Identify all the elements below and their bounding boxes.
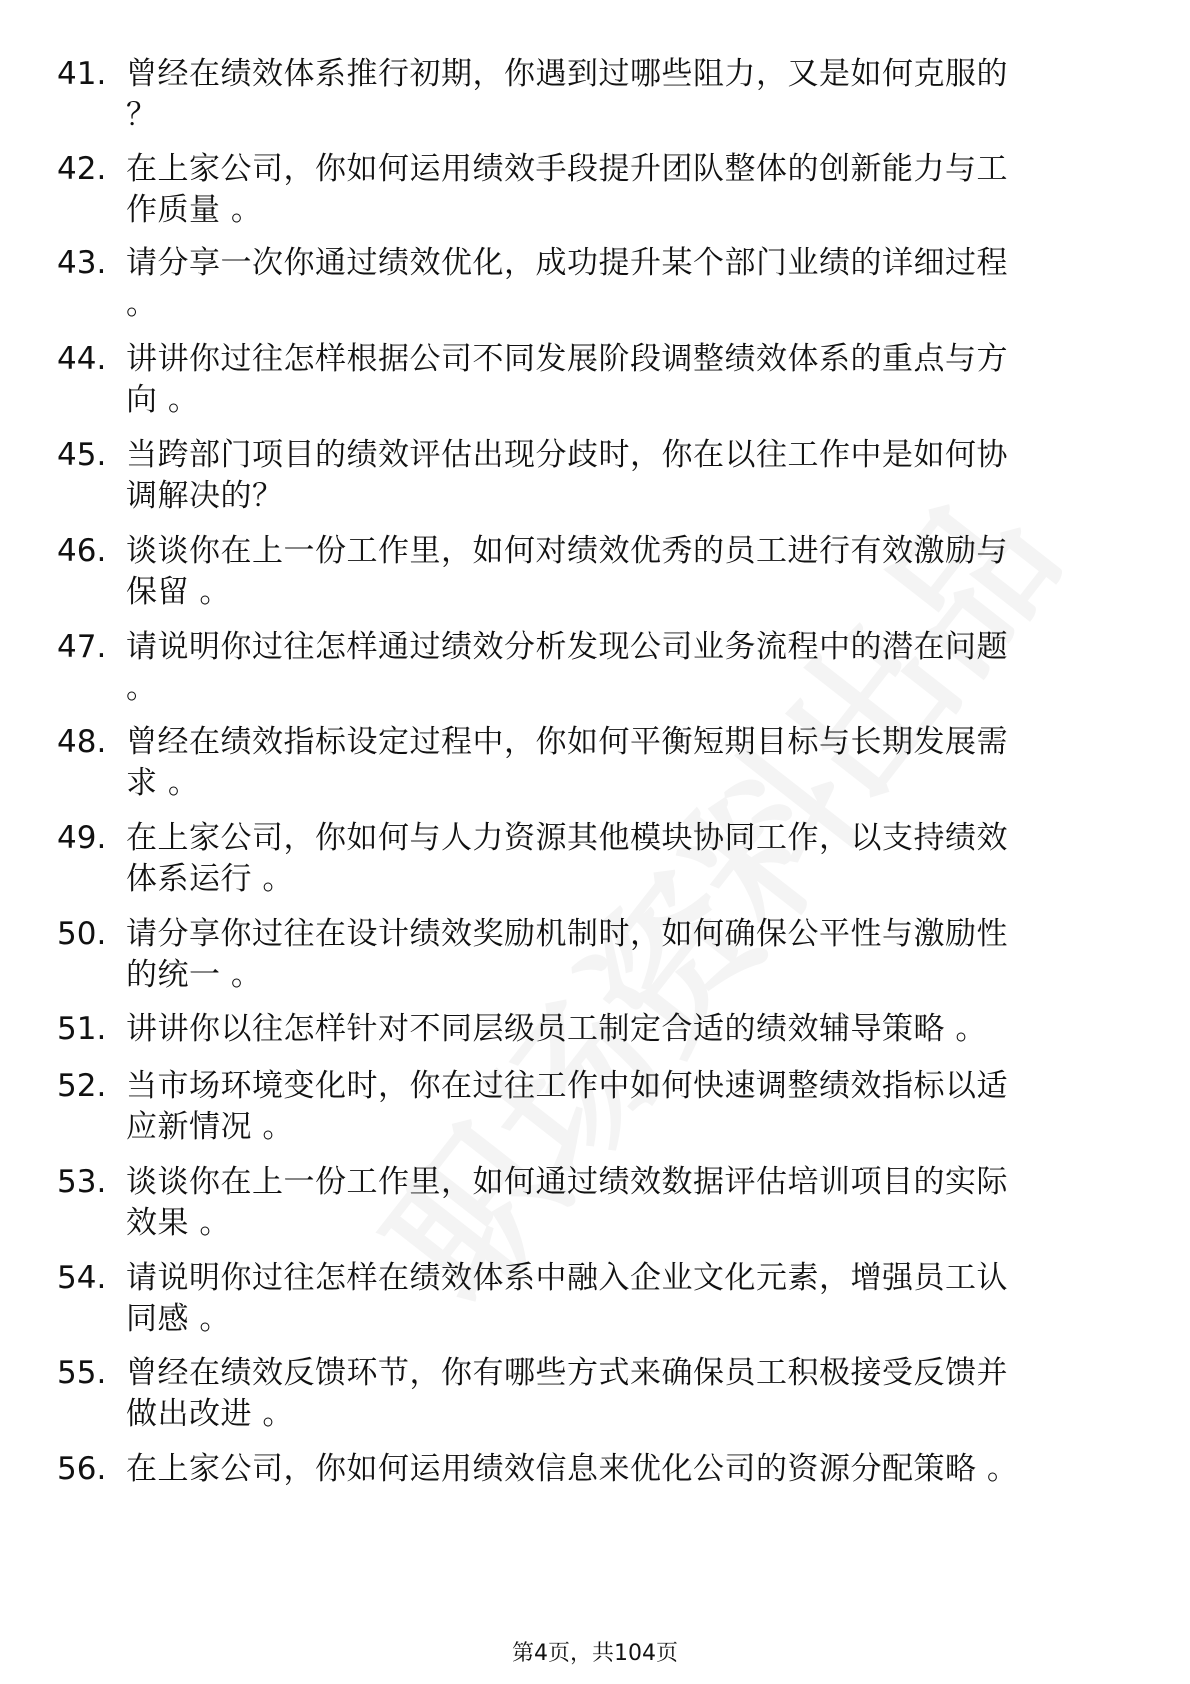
question-number: 46. <box>57 533 107 569</box>
question-line: 向 。 <box>126 382 200 418</box>
question-line: 请分享一次你通过绩效优化，成功提升某个部门业绩的详细过程 <box>126 245 1008 281</box>
question-line: 。 <box>126 670 158 706</box>
question-line: ？ <box>126 97 158 133</box>
question-line: 效果 。 <box>126 1205 231 1241</box>
question-text <box>126 818 1106 900</box>
question-line: 请分享你过往在设计绩效奖励机制时，如何确保公平性与激励性 <box>126 916 1008 952</box>
question-line: 应新情况 。 <box>126 1109 294 1145</box>
question-text <box>126 54 1106 136</box>
question-line: 在上家公司，你如何运用绩效手段提升团队整体的创新能力与工 <box>126 151 1008 187</box>
question-line: 在上家公司，你如何与人力资源其他模块协同工作，以支持绩效 <box>126 820 1008 856</box>
question-line: 谈谈你在上一份工作里，如何通过绩效数据评估培训项目的实际 <box>126 1164 1008 1200</box>
question-line: 作质量 。 <box>126 192 263 228</box>
question-number: 50. <box>57 916 107 952</box>
question-line: 谈谈你在上一份工作里，如何对绩效优秀的员工进行有效激励与 <box>126 533 1008 569</box>
question-number: 43. <box>57 245 107 281</box>
question-text <box>126 1258 1106 1340</box>
question-number: 55. <box>57 1355 107 1391</box>
question-line: 曾经在绩效反馈环节，你有哪些方式来确保员工积极接受反馈并 <box>126 1355 1008 1391</box>
question-number: 42. <box>57 151 107 187</box>
question-line: 曾经在绩效指标设定过程中，你如何平衡短期目标与长期发展需 <box>126 724 1008 760</box>
question-line: 。 <box>126 286 158 322</box>
question-text <box>126 914 1106 996</box>
question-number: 47. <box>57 629 107 665</box>
question-text <box>126 531 1106 613</box>
question-line: 的统一 。 <box>126 957 263 993</box>
question-text <box>126 627 1106 709</box>
question-text <box>126 149 1106 231</box>
question-number: 45. <box>57 437 107 473</box>
question-text <box>126 1009 1106 1050</box>
question-text <box>126 1449 1106 1490</box>
question-number: 48. <box>57 724 107 760</box>
question-number: 53. <box>57 1164 107 1200</box>
question-line: 保留 。 <box>126 574 231 610</box>
question-line: 同感 。 <box>126 1301 231 1337</box>
question-line: 曾经在绩效体系推行初期，你遇到过哪些阻力，又是如何克服的 <box>126 56 1008 92</box>
page-footer: 第4页，共104页 <box>512 1641 678 1666</box>
question-text <box>126 435 1106 517</box>
question-line: 体系运行 。 <box>126 861 294 897</box>
question-line: 调解决的？ <box>126 478 284 514</box>
question-number: 52. <box>57 1068 107 1104</box>
question-number: 51. <box>57 1011 107 1047</box>
question-text <box>126 722 1106 804</box>
question-number: 41. <box>57 56 107 92</box>
question-text <box>126 339 1106 421</box>
question-line: 讲讲你以往怎样针对不同层级员工制定合适的绩效辅导策略 。 <box>126 1011 987 1047</box>
question-line: 当市场环境变化时，你在过往工作中如何快速调整绩效指标以适 <box>126 1068 1008 1104</box>
question-number: 44. <box>57 341 107 377</box>
question-line: 请说明你过往怎样在绩效体系中融入企业文化元素，增强员工认 <box>126 1260 1008 1296</box>
question-text <box>126 1353 1106 1435</box>
question-text <box>126 1162 1106 1244</box>
question-text <box>126 243 1106 325</box>
question-line: 当跨部门项目的绩效评估出现分歧时，你在以往工作中是如何协 <box>126 437 1008 473</box>
question-number: 49. <box>57 820 107 856</box>
question-line: 讲讲你过往怎样根据公司不同发展阶段调整绩效体系的重点与方 <box>126 341 1008 377</box>
question-number: 54. <box>57 1260 107 1296</box>
question-line: 求 。 <box>126 765 200 801</box>
question-line: 做出改进 。 <box>126 1396 294 1432</box>
question-text <box>126 1066 1106 1148</box>
question-number: 56. <box>57 1451 107 1487</box>
question-line: 在上家公司，你如何运用绩效信息来优化公司的资源分配策略 。 <box>126 1451 1019 1487</box>
question-line: 请说明你过往怎样通过绩效分析发现公司业务流程中的潜在问题 <box>126 629 1008 665</box>
